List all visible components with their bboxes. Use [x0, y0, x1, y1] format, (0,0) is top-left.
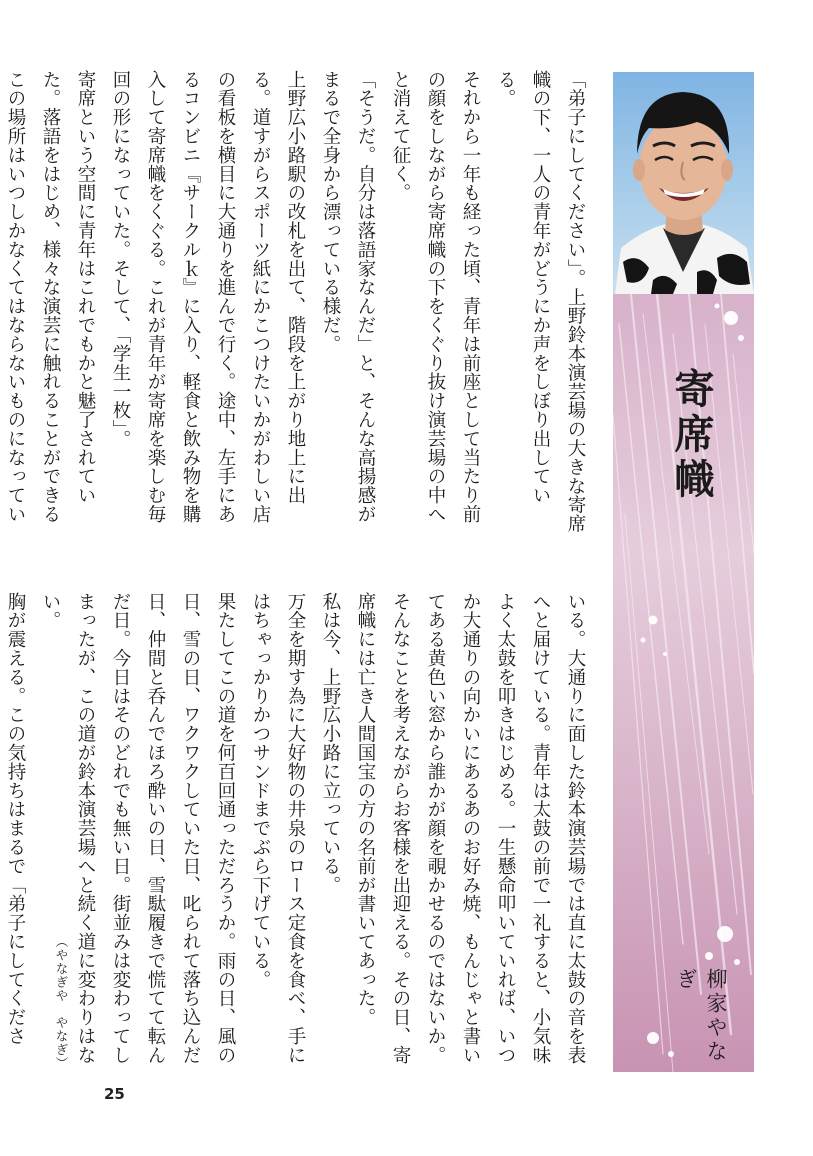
author-reading-credit: （やなぎや やなぎ） — [54, 935, 69, 1070]
paragraph: 私は今、上野広小路に立っている。 — [320, 592, 341, 895]
paragraph: それから一年も経った頃、青年は前座として当たり前の顔をしながら寄席幟の下をくぐり抜け演芸場の中へと消えて征く。 — [390, 70, 481, 524]
title-sidebar — [613, 72, 754, 1072]
paragraph: いる。大通りに面した鈴本演芸場では直に太鼓の音を表へと届けている。青年は太鼓の前で一礼すると、小気味よく太鼓を叩きはじめる。一生懸命叩いていれば、いつか大通りの向かいにあるあのお好み焼、もんじゃと書いてある黄色い窓から誰かが顔を覗かせるのではないか。そんなことを考えながらお客様を出迎える。その日、寄席幟には亡き人間国宝の方の名前が書いてあった。 — [355, 592, 586, 1065]
paragraph: 寄席という空間に青年はこれでもかと魅了されていた。落語をはじめ、様々な演芸に触れることができるこの場所はいつしかなくてはならないものになってい — [5, 70, 96, 524]
paragraph: 万全を期す為に大好物の井泉のロース定食を食べ、手にはちゃっかりかつサンドまでぶら下げている。 — [250, 592, 306, 1065]
portrait-photo — [613, 72, 754, 294]
paragraph: 果たしてこの道を何百回通っただろうか。雨の日、風の日、雪の日、ワクワクしていた日、叱られて落ち込んだ日、仲間と呑んでほろ酔いの日、雪駄履きで慌てて転んだ日。今日はそのどれでも無い日。街並みは変わってしまったが、この道が鈴本演芸場へと続く道に変わりはない。 — [40, 592, 236, 1065]
column-title: 寄席幟 — [668, 368, 715, 503]
paragraph: 「弟子にしてください」。上野鈴本演芸場の大きな寄席幟の下、一人の青年がどうにか声をしぼり出している。 — [495, 70, 586, 534]
paragraph: 「そうだ。自分は落語家なんだ」と、そんな高揚感がまるで全身から漂っている様だ。 — [320, 70, 376, 524]
author-name: 柳家やなぎ — [674, 968, 728, 1064]
paragraph: 胸が震える。この気持ちはまるで「弟子にしてくださ — [5, 592, 26, 1046]
smiling-man-portrait-icon — [613, 72, 754, 294]
paragraph: 上野広小路駅の改札を出て、階段を上がり地上に出る。道すがらスポーツ紙にかこつけたいかがわしい店の看板を横目に大通りを進んで行く。途中、左手にあるコンビニ『サークルｋ』に入り、軽食と飲み物を購入して寄席幟をくぐる。これが青年が寄席を楽しむ毎回の形になっていた。そして、「学生一枚」。 — [110, 70, 306, 524]
page-number: 25 — [104, 1085, 125, 1103]
article-body-top — [5, 70, 593, 540]
